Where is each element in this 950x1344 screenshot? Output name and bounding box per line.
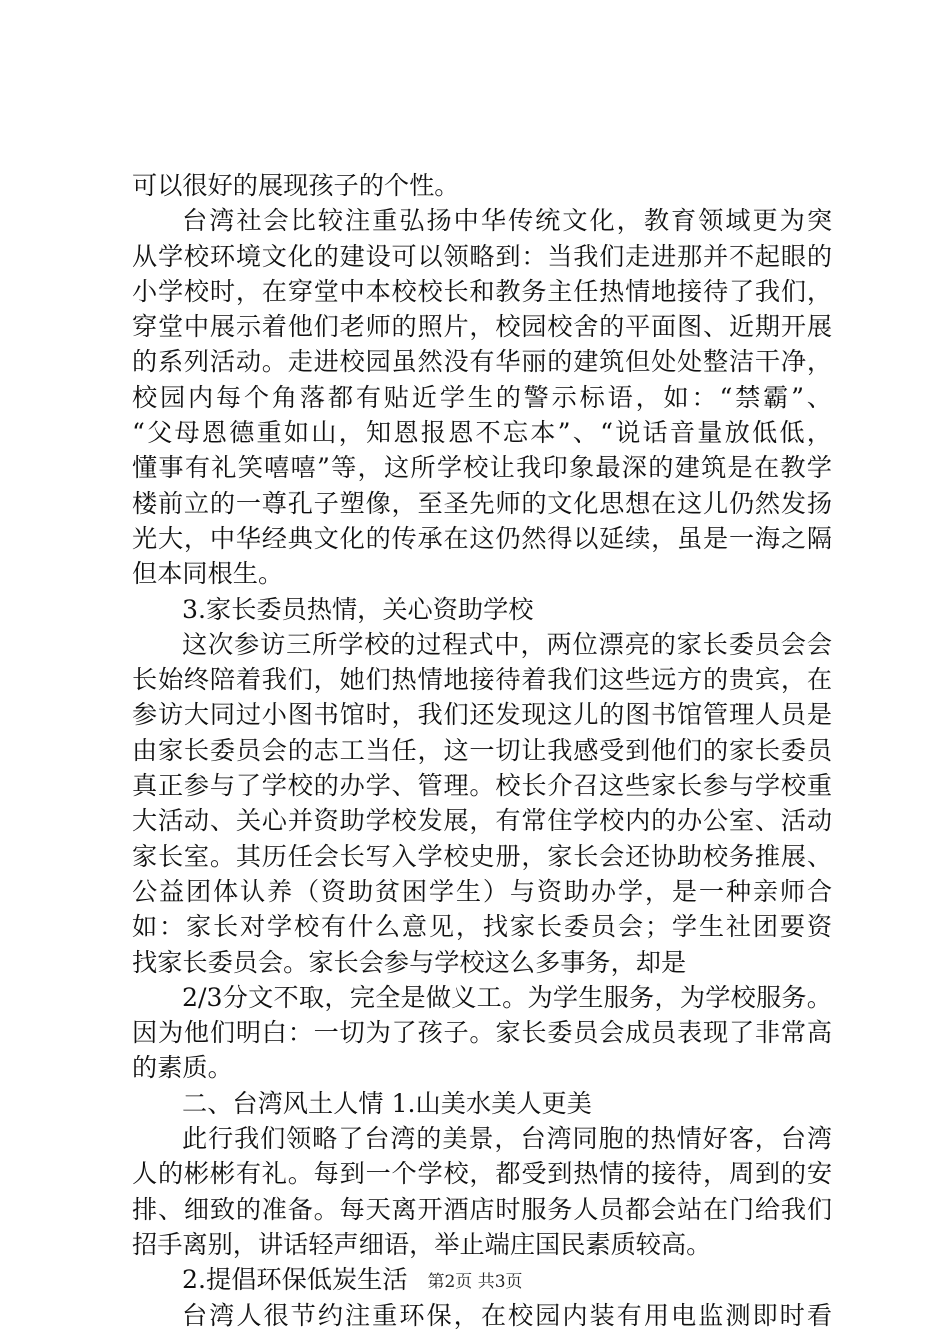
text-line: 因为他们明白：一切为了孩子。家长委员会成员表现了非常高 [132,1018,832,1048]
text-line: 的系列活动。走进校园虽然没有华丽的建筑但处处整洁干净， [132,347,832,377]
text-line: 家长室。其历任会长写入学校史册，家长会还协助校务推展、 [132,841,832,871]
text-line: 找家长委员会。家长会参与学校这么多事务，却是 [132,947,687,977]
text-line: 但本同根生。 [132,559,284,589]
text-line: 排、细致的准备。每天离开酒店时服务人员都会站在门给我们 [132,1194,832,1224]
document-body [132,168,832,1333]
text-line: 可以很好的展现孩子的个性。 [132,171,460,200]
text-line: 二、台湾风土人情 1.山美水美人更美 [182,1088,592,1118]
text-line: 校园内每个角落都有贴近学生的警示标语，如：“禁霸”、 [132,382,832,412]
text-line: 公益团体认养（资助贫困学生）与资助办学，是一种亲师合 [132,876,832,906]
page-footer: 第2页 共3页 [427,1272,523,1292]
text-line: 的素质。 [132,1053,233,1083]
text-line: 参访大同过小图书馆时，我们还发现这儿的图书馆管理人员是 [132,700,832,730]
text-line: 台湾人很节约注重环保，在校园内装有用电监测即时看 [182,1300,832,1330]
text-line: 2/3分文不取，完全是做义工。为学生服务，为学校服务。 [182,982,832,1012]
text-line: 长始终陪着我们，她们热情地接待着我们这些远方的贵宾，在 [132,665,832,695]
text-line: 小学校时，在穿堂中本校校长和教务主任热情地接待了我们， [132,276,832,306]
text-line: 人的彬彬有礼。每到一个学校，都受到热情的接待，周到的安 [132,1159,832,1189]
text-line: 大活动、关心并资助学校发展，有常住学校内的办公室、活动 [132,806,832,836]
text-line: 懂事有礼笑嘻嘻”等，这所学校让我印象最深的建筑是在教学 [132,453,832,483]
text-line: 从学校环境文化的建设可以领略到：当我们走进那并不起眼的 [132,241,832,271]
text-line: 3.家长委员热情，关心资助学校 [182,594,534,624]
text-line: 这次参访三所学校的过程式中，两位漂亮的家长委员会会 [182,629,832,659]
text-line: 此行我们领略了台湾的美景，台湾同胞的热情好客，台湾 [182,1124,832,1154]
text-line: 穿堂中展示着他们老师的照片，校园校舍的平面图、近期开展 [132,312,832,342]
text-line: 如：家长对学校有什么意见，找家长委员会；学生社团要资 [132,912,832,942]
text-line: 2.提倡环保低炭生活 [182,1265,408,1295]
text-line: 招手离别，讲话轻声细语，举止端庄国民素质较高。 [132,1229,712,1259]
text-line: 光大，中华经典文化的传承在这仍然得以延续，虽是一海之隔 [132,523,832,553]
text-line: 真正参与了学校的办学、管理。校长介召这些家长参与学校重 [132,771,832,801]
text-line: “父母恩德重如山，知恩报恩不忘本”、“说话音量放低低， [132,418,832,448]
text-line: 由家长委员会的志工当任，这一切让我感受到他们的家长委员 [132,735,832,765]
text-line: 楼前立的一尊孔子塑像，至圣先师的文化思想在这儿仍然发扬 [132,488,832,518]
text-line: 台湾社会比较注重弘扬中华传统文化，教育领域更为突 [182,206,832,236]
